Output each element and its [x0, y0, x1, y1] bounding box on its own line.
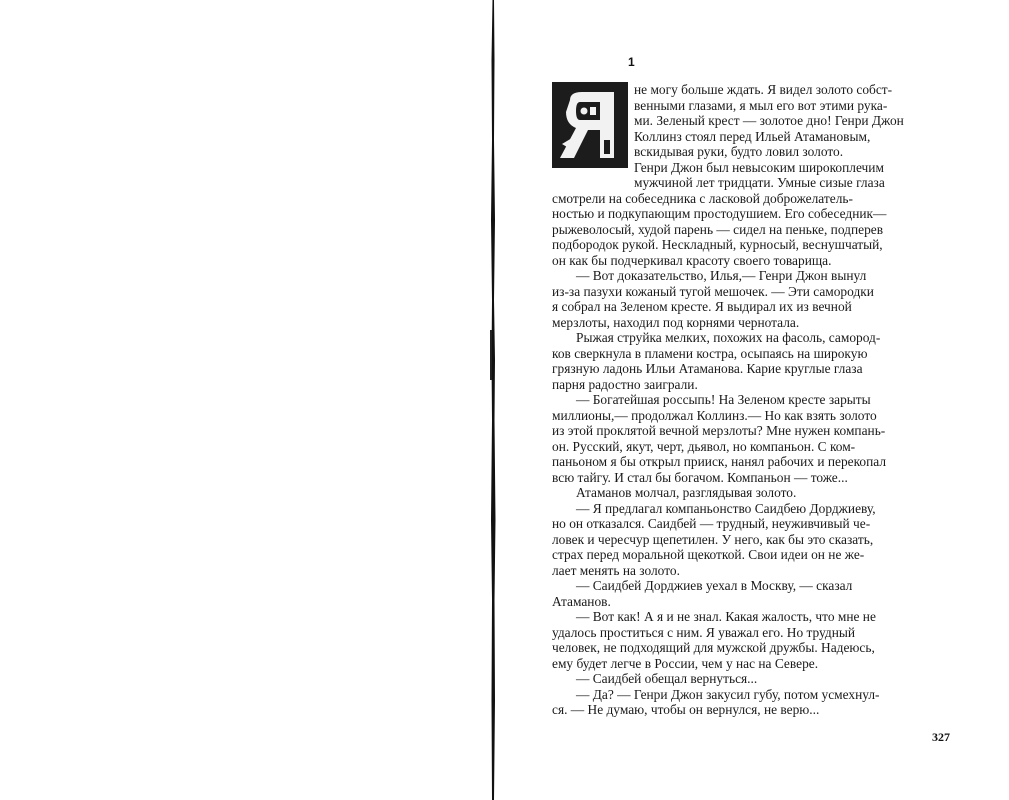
body-text [552, 82, 956, 718]
spine-graphic [489, 0, 497, 800]
text-line: человек, не подходящий для мужской дружбы. Надеюсь, [552, 640, 875, 655]
text-line: грязную ладонь Ильи Атаманова. Карие круглые глаза [552, 361, 863, 376]
page-number: 327 [932, 730, 950, 744]
text-line: ся. — Не думаю, чтобы он вернулся, не верю... [552, 702, 820, 717]
text-line: я собрал на Зеленом кресте. Я выдирал их из вечной [552, 299, 852, 314]
text-line: не могу больше ждать. Я видел золото собст- [634, 82, 893, 97]
text-line: миллионы,— продолжал Коллинз.— Но как взять золото [552, 407, 877, 423]
text-line: Атаманов. [552, 593, 611, 609]
text-line: — Саидбей Дорджиев уехал в Москву, — сказал [576, 578, 853, 593]
text-line: — Богатейшая россыпь! На Зеленом кресте зарыты [576, 392, 871, 407]
text-line: паньоном я бы открыл прииск, нанял рабочих и перекопал [552, 454, 887, 469]
text-line: Рыжая струйка мелких, похожих на фасоль, самород- [576, 330, 881, 345]
text-line: лает менять на золото. [552, 562, 680, 578]
chapter-number: 1 [628, 55, 635, 69]
text-line: ему будет легче в России, чем у нас на Севере. [552, 655, 819, 671]
text-line: мерзлоты, находил под корнями чернотала. [552, 314, 800, 330]
text-line: — Да? — Генри Джон закусил губу, потом усмехнул- [576, 686, 880, 702]
text-line: он как бы подчеркивал красоту своего товарища. [552, 252, 832, 268]
left-page-blank [0, 0, 488, 800]
text-line: венными глазами, я мыл его вот этими рука- [634, 97, 888, 113]
text-line: вскидывая руки, будто ловил золото. [634, 144, 844, 159]
text-line: он. Русский, якут, черт, дьявол, но компаньон. С ком- [552, 438, 856, 454]
text-line: смотрели на собеседника с ласковой доброжелатель- [552, 190, 853, 206]
text-line: — Я предлагал компаньонство Саидбею Дорджиеву, [576, 500, 876, 516]
text-line: но он отказался. Саидбей — трудный, неуживчивый че- [552, 516, 871, 531]
text-line: ми. Зеленый крест — золотое дно! Генри Джон [634, 113, 904, 128]
text-line: подбородок рукой. Нескладный, курносый, веснушчатый, [552, 237, 883, 252]
text-line: ностью и подкупающим простодушием. Его собеседник— [552, 206, 887, 221]
text-line: парня радостно заиграли. [552, 376, 698, 392]
text-line: Генри Джон был невысоким широкоплечим [634, 159, 884, 175]
text-line: — Саидбей обещал вернуться... [576, 671, 758, 686]
text-line: Коллинз стоял перед Ильей Атамановым, [634, 128, 871, 144]
text-line: — Вот как! А я и не знал. Какая жалость, что мне не [576, 609, 876, 624]
text-line: Атаманов молчал, разглядывая золото. [576, 485, 797, 500]
text-line: — Вот доказательство, Илья,— Генри Джон вынул [576, 268, 867, 283]
text-line: из-за пазухи кожаный тугой мешочек. — Эти самородки [552, 283, 874, 299]
text-line: рыжеволосый, худой парень — сидел на пеньке, подперев [552, 221, 884, 237]
text-line: из этой проклятой вечной мерзлоты? Мне нужен компань- [552, 423, 886, 438]
text-line: страх перед моральной щекоткой. Свои идеи он не же- [552, 547, 865, 562]
text-line: всю тайгу. И стал бы богачом. Компаньон — тоже... [552, 469, 848, 485]
text-line: удалось проститься с ним. Я уважал его. Но трудный [552, 624, 856, 640]
book-spine-shadow [489, 0, 497, 800]
text-line: мужчиной лет тридцати. Умные сизые глаза [634, 175, 885, 190]
text-line: ловек и чересчур щепетилен. У него, как бы это сказать, [552, 531, 874, 547]
text-line: ков сверкнула в пламени костра, осыпаясь на широкую [552, 345, 868, 361]
